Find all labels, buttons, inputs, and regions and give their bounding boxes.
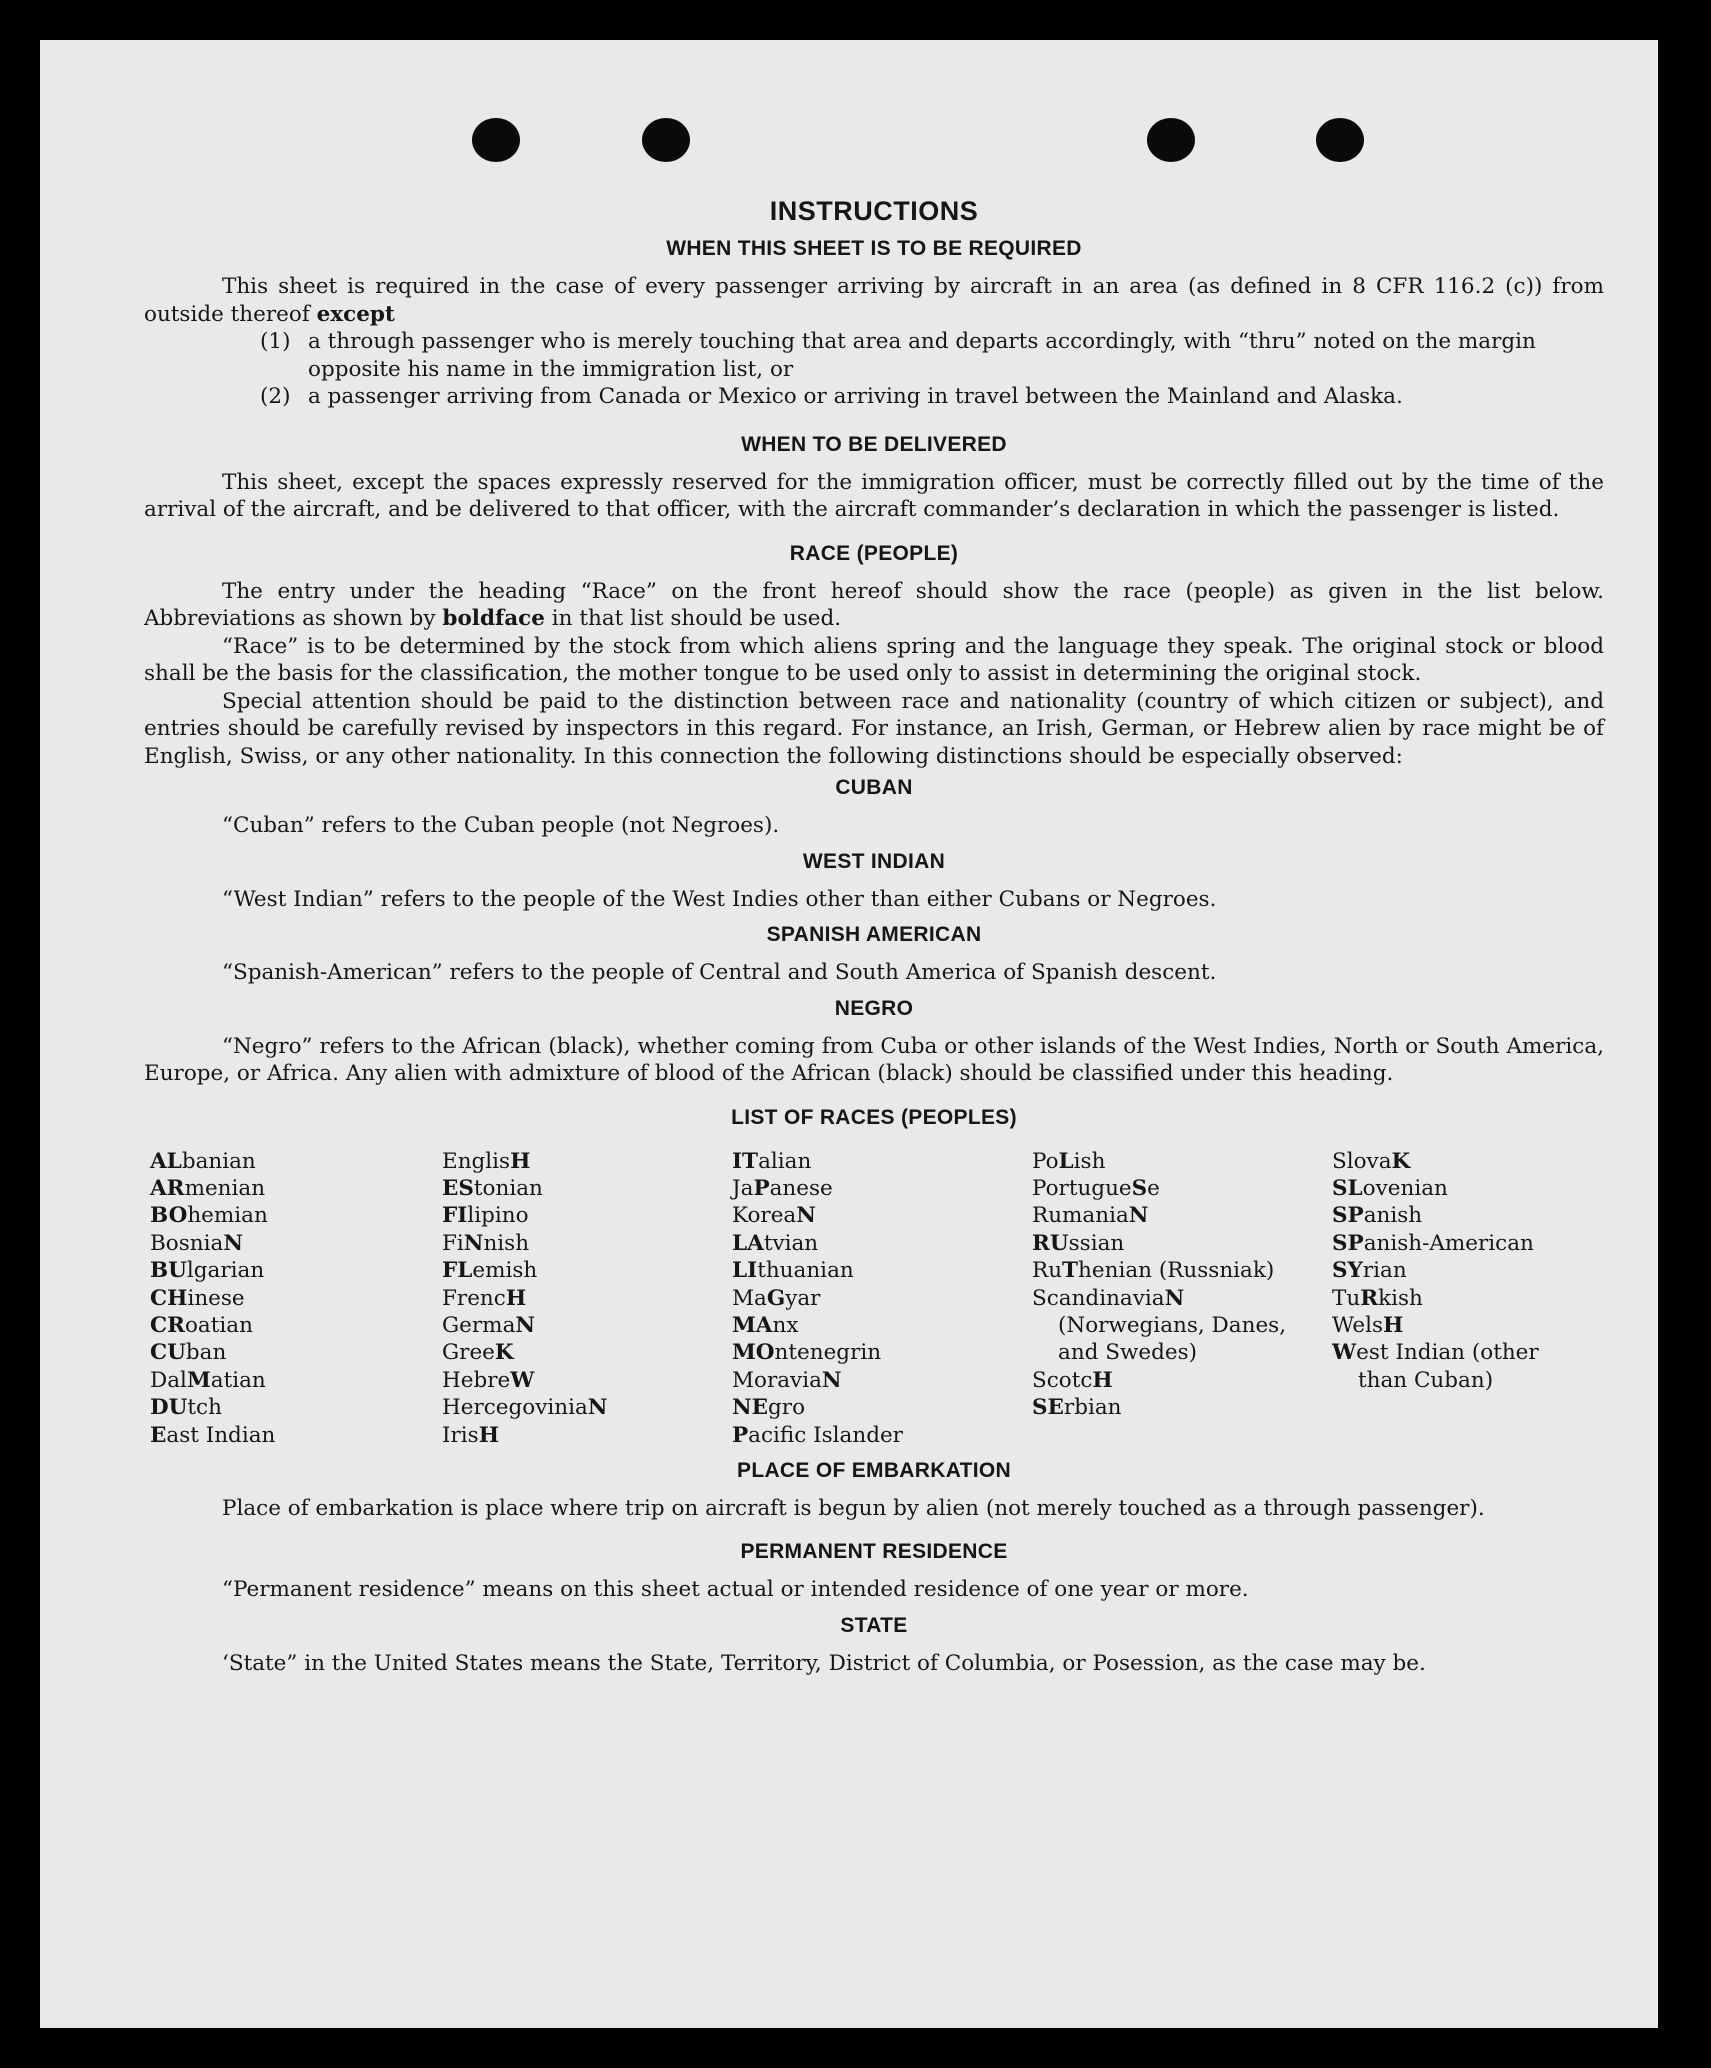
race-entry: ITalian xyxy=(732,1148,812,1174)
punch-hole xyxy=(1147,118,1195,162)
race-entry: DalMatian xyxy=(150,1367,266,1393)
race-list xyxy=(150,1148,1604,1449)
race-entry: BOhemian xyxy=(150,1203,268,1229)
race-entry: WelsH xyxy=(1332,1312,1404,1338)
race-entry: BUlgarian xyxy=(150,1258,265,1284)
race-entry: GreeK xyxy=(442,1340,514,1366)
race-entry: FIlipino xyxy=(442,1203,529,1229)
race-column xyxy=(1332,1148,1592,1449)
race-column xyxy=(150,1148,442,1449)
race-column xyxy=(732,1148,1032,1449)
race-entry: JaPanese xyxy=(732,1175,833,1201)
embarkation-text: Place of embarkation is place where trip on aircraft is begun by alien (not merely touched as a through passenger). xyxy=(222,1495,1485,1521)
heading-permanent-residence: PERMANENT RESIDENCE xyxy=(740,1540,1008,1564)
race-entry: DUtch xyxy=(150,1395,222,1421)
race-entry: ScotcH xyxy=(1032,1367,1113,1393)
heading-west-indian: WEST INDIAN xyxy=(802,849,946,873)
heading-list-of-races: LIST OF RACES (PEOPLES) xyxy=(731,1105,1017,1129)
race-entry: CUban xyxy=(150,1340,227,1366)
race-entry: CHinese xyxy=(150,1285,245,1311)
race-entry: FLemish xyxy=(442,1258,538,1284)
heading-cuban: CUBAN xyxy=(835,776,913,799)
list-item: (2) a passenger arriving from Canada or Mexico or arriving in travel between the Mainland and Alaska. xyxy=(260,384,1403,409)
heading-spanish-american: SPANISH AMERICAN xyxy=(766,923,982,946)
page-title: INSTRUCTIONS xyxy=(769,196,979,226)
heading-state: STATE xyxy=(840,1613,908,1637)
heading-when-delivered: WHEN TO BE DELIVERED xyxy=(741,432,1007,456)
race-entry: EStonian xyxy=(442,1175,543,1201)
race-entry: CRoatian xyxy=(150,1312,253,1338)
race-entry: SPanish xyxy=(1332,1203,1423,1229)
race-entry: SErbian xyxy=(1032,1395,1122,1421)
bold-term: except xyxy=(316,301,395,327)
race-entry: GermaN xyxy=(442,1312,536,1338)
residence-text: “Permanent residence” means on this sheet actual or intended residence of one year or more. xyxy=(222,1577,1249,1603)
race-entry: RUssian xyxy=(1032,1230,1125,1256)
spanish-american-text: “Spanish-American” refers to the people of Central and South America of Spanish descent. xyxy=(222,960,1217,985)
race-entry: IrisH xyxy=(442,1422,500,1448)
race-entry: East Indian xyxy=(150,1422,276,1448)
race-entry: ALbanian xyxy=(150,1148,256,1174)
race-paragraph-2: “Race” is to be determined by the stock from which aliens spring and the language they speak. The original stock or blood shall be the basis for the classification, the mother tongue to be used only to assist in determining the original stock. xyxy=(144,633,1604,686)
race-entry: MAnx xyxy=(732,1312,799,1338)
race-column xyxy=(1032,1148,1332,1449)
race-entry: MaGyar xyxy=(732,1285,821,1311)
west-indian-text: “West Indian” refers to the people of the West Indies other than either Cubans or Negroes. xyxy=(222,886,1217,912)
race-entry: SYrian xyxy=(1332,1258,1407,1284)
when-required-intro: This sheet is required in the case of every passenger arriving by aircraft in an area (as defined in 8 CFR 116.2 (c)) from outside thereof except xyxy=(144,274,1604,327)
race-paragraph-1: The entry under the heading “Race” on the front hereof should show the race (people) as given in the list below. Abbreviations as shown by boldface in that list should be used. xyxy=(144,578,1604,631)
heading-race: RACE (PEOPLE) xyxy=(789,541,959,565)
race-entry: BosniaN xyxy=(150,1230,243,1256)
race-entry: KoreaN xyxy=(732,1203,816,1229)
punch-hole xyxy=(472,118,520,162)
race-entry: LIthuanian xyxy=(732,1258,854,1284)
state-text: ‘State” in the United States means the State, Territory, District of Columbia, or Posession, as the case may be. xyxy=(222,1650,1426,1676)
heading-when-required: WHEN THIS SHEET IS TO BE REQUIRED xyxy=(666,237,1082,260)
punch-hole xyxy=(1316,118,1364,162)
bold-term: boldface xyxy=(442,606,545,631)
race-entry: FiNnish xyxy=(442,1230,530,1256)
race-entry: TuRkish xyxy=(1332,1285,1423,1311)
race-entry: SLovenian xyxy=(1332,1175,1448,1201)
race-entry: HebreW xyxy=(442,1367,535,1393)
race-entry: PoLish xyxy=(1032,1148,1106,1174)
race-entry: EnglisH xyxy=(442,1148,531,1174)
heading-embarkation: PLACE OF EMBARKATION xyxy=(737,1458,1011,1482)
race-entry: NEgro xyxy=(732,1395,806,1421)
race-entry: RumaniaN xyxy=(1032,1203,1149,1229)
when-delivered-text: This sheet, except the spaces expressly reserved for the immigration officer, must be correctly filled out by the time of the arrival of the aircraft, and be delivered to that officer, with the aircraft commander’s declaration in which the passenger is listed. xyxy=(144,469,1604,522)
punch-hole xyxy=(642,118,690,162)
race-entry: SlovaK xyxy=(1332,1148,1411,1174)
negro-text: “Negro” refers to the African (black), whether coming from Cuba or other islands of the West Indies, North or South America, Europe, or Africa. Any alien with admixture of blood of the African (black) should be classified under this heading. xyxy=(144,1033,1604,1086)
race-entry: HercegoviniaN xyxy=(442,1395,608,1421)
race-column xyxy=(442,1148,732,1449)
heading-negro: NEGRO xyxy=(834,996,914,1020)
race-entry: PortugueSe xyxy=(1032,1175,1160,1201)
race-entry: ScandinaviaN (Norwegians, Danes, and Swedes) xyxy=(1032,1285,1287,1366)
race-entry: SPanish-American xyxy=(1332,1230,1534,1256)
race-entry: MOntenegrin xyxy=(732,1340,882,1366)
instructions-body xyxy=(144,192,1604,1677)
cuban-text: “Cuban” refers to the Cuban people (not Negroes). xyxy=(222,813,780,838)
race-entry: Pacific Islander xyxy=(732,1422,903,1448)
race-entry: ARmenian xyxy=(150,1175,266,1201)
document-sheet xyxy=(40,40,1658,2028)
race-entry: RuThenian (Russniak) xyxy=(1032,1258,1275,1284)
race-entry: MoraviaN xyxy=(732,1367,842,1393)
race-entry: West Indian (other than Cuban) xyxy=(1332,1340,1539,1393)
race-paragraph-3: Special attention should be paid to the distinction between race and nationality (country of which citizen or subject), and entries should be carefully revised by inspectors in this regard. For instance, an Irish, German, or Hebrew alien by race might be of English, Swiss, or any other nationality. In this connection the following distinctions should be especially observed: xyxy=(144,688,1604,769)
list-item: (1) a through passenger who is merely touching that area and departs accordingly, with “thru” noted on the margin opposite his name in the immigration list, or xyxy=(260,329,1536,382)
race-entry: LAtvian xyxy=(732,1230,819,1256)
race-entry: FrencH xyxy=(442,1285,527,1311)
